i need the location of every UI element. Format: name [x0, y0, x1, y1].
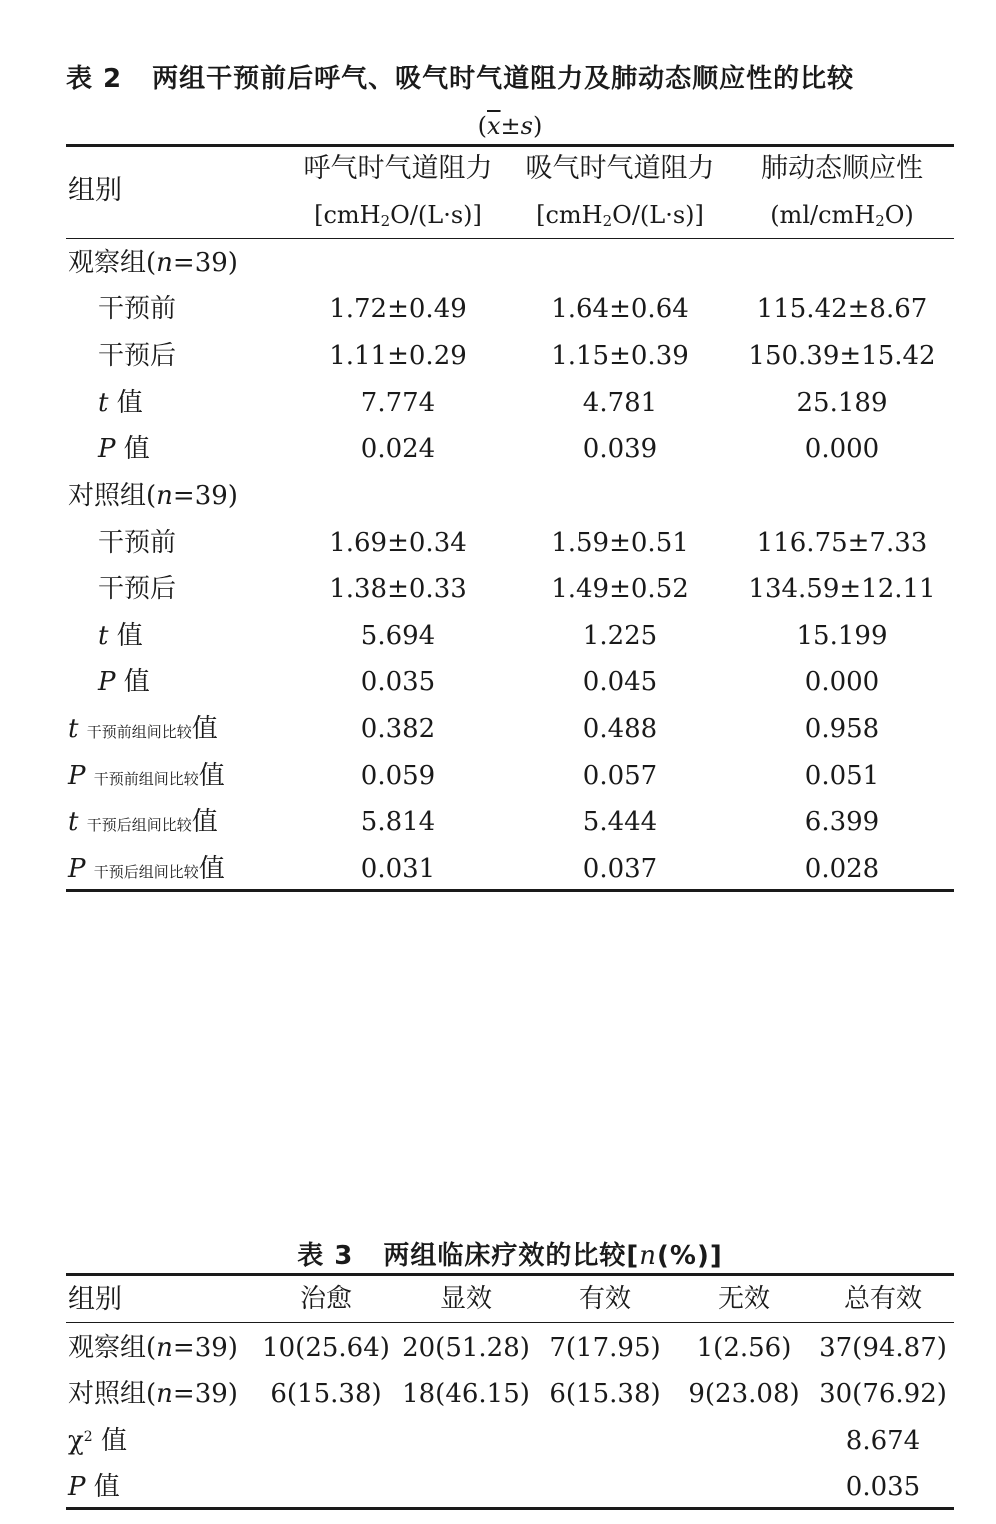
table2-bottom-rule	[66, 889, 954, 892]
stat-mean-symbol: $\overline{x}$	[487, 112, 501, 140]
table3-cell: 7(17.95)	[549, 1333, 661, 1363]
table2-cell: 0.031	[360, 854, 436, 884]
table3-header: 治愈	[299, 1284, 353, 1314]
table3-header: 总有效	[843, 1284, 923, 1314]
table2-cell: 0.051	[804, 761, 880, 791]
table2-cell: 1.69±0.34	[329, 528, 467, 558]
table2-header-col1-unit: [cmH$_2$O/(L·s)]	[314, 201, 482, 230]
table2-cell: 1.11±0.29	[329, 341, 467, 371]
table2-number: 表 2	[66, 64, 123, 94]
table2-cell: 0.057	[582, 761, 658, 791]
table3-p-label: P 值	[68, 1472, 120, 1502]
table2-cell: 0.024	[360, 434, 436, 464]
table2-cell: 0.039	[582, 434, 658, 464]
table2-cell: 116.75±7.33	[756, 528, 928, 558]
table3-title: 两组临床疗效的比较[	[383, 1241, 640, 1271]
table2-obs-group-label: 观察组(n=39)	[68, 248, 238, 278]
table3-cell: 6(15.38)	[270, 1379, 382, 1409]
table3-header-rule	[66, 1322, 954, 1323]
table2-header-rule	[66, 238, 954, 239]
table2-cell: 0.037	[582, 854, 658, 884]
table2-t-before-label: t 干预前组间比较值	[68, 714, 218, 744]
table2-cell: 4.781	[582, 388, 658, 418]
table2-cell: 1.59±0.51	[551, 528, 689, 558]
table3-ctl-label: 对照组(n=39)	[68, 1379, 238, 1409]
table2-header-group: 组别	[68, 175, 122, 206]
table2-ctl-p-label: P 值	[98, 667, 150, 697]
table2-cell: 0.035	[360, 667, 436, 697]
table3-cell: 6(15.38)	[549, 1379, 661, 1409]
table3-caption	[66, 1235, 954, 1272]
table2-cell: 1.38±0.33	[329, 574, 467, 604]
table3-cell: 9(23.08)	[688, 1379, 800, 1409]
table2-cell: 0.059	[360, 761, 436, 791]
table2-cell: 0.382	[360, 714, 436, 744]
table2-obs-p-label: P 值	[98, 434, 150, 464]
table2-header-col2-unit: [cmH$_2$O/(L·s)]	[536, 201, 704, 230]
table3-bottom-rule	[66, 1507, 954, 1510]
table3-header: 无效	[717, 1284, 771, 1314]
table2-cell: 0.028	[804, 854, 880, 884]
table3-cell: 10(25.64)	[262, 1333, 390, 1363]
table2-ctl-before-label: 干预前	[98, 528, 177, 558]
table2-cell: 134.59±12.11	[748, 574, 936, 604]
table2-header-col2: 吸气时气道阻力	[525, 153, 715, 184]
table2-ctl-after-label: 干预后	[98, 574, 177, 604]
table3-cell: 18(46.15)	[402, 1379, 530, 1409]
table3-header: 有效	[578, 1284, 632, 1314]
table2-cell: 0.000	[804, 434, 880, 464]
table2-cell: 0.958	[804, 714, 880, 744]
table3-cell: 1(2.56)	[696, 1333, 792, 1363]
table3-cell: 37(94.87)	[819, 1333, 947, 1363]
table2-header-col3: 肺动态顺应性	[761, 153, 923, 184]
table2-cell: 1.72±0.49	[329, 294, 467, 324]
table3-cell: 20(51.28)	[402, 1333, 530, 1363]
stat-sd-symbol: ±s	[500, 112, 533, 140]
table2-cell: 0.000	[804, 667, 880, 697]
table3-p-value: 0.035	[845, 1472, 921, 1502]
table2-t-after-label: t 干预后组间比较值	[68, 807, 218, 837]
table3-header: 显效	[439, 1284, 493, 1314]
table2-cell: 0.045	[582, 667, 658, 697]
table2-stat-note: $(\overline{x}\pm s)$	[477, 112, 543, 140]
table2-obs-after-label: 干预后	[98, 341, 177, 371]
table3-title-n: n	[639, 1241, 658, 1271]
table2-obs-before-label: 干预前	[98, 294, 177, 324]
table2-cell: 7.774	[360, 388, 436, 418]
table2-top-rule	[66, 144, 954, 147]
table3-chi-label: $\chi^2$ 值	[68, 1426, 127, 1456]
table2-cell: 5.814	[360, 807, 436, 837]
table2-cell: 1.64±0.64	[551, 294, 689, 324]
table2-caption	[66, 58, 954, 95]
table2-cell: 5.444	[582, 807, 658, 837]
table2-cell: 5.694	[360, 621, 436, 651]
table2-header-col3-unit: (ml/cmH$_2$O)	[770, 201, 914, 230]
table2-cell: 115.42±8.67	[756, 294, 928, 324]
table2-cell: 25.189	[796, 388, 888, 418]
table2-cell: 6.399	[804, 807, 880, 837]
table2-header-col1: 呼气时气道阻力	[303, 153, 493, 184]
table2-cell: 1.15±0.39	[551, 341, 689, 371]
table2-cell: 150.39±15.42	[748, 341, 936, 371]
table2-cell: 1.225	[582, 621, 658, 651]
table3-header-group: 组别	[68, 1284, 122, 1315]
table2-ctl-group-label: 对照组(n=39)	[68, 481, 238, 511]
table2-obs-t-label: t 值	[98, 388, 143, 418]
table2-p-after-label: P 干预后组间比较值	[68, 854, 225, 884]
table2-cell: 1.49±0.52	[551, 574, 689, 604]
table3-obs-label: 观察组(n=39)	[68, 1333, 238, 1363]
table2-p-before-label: P 干预前组间比较值	[68, 761, 225, 791]
table2-title: 两组干预前后呼气、吸气时气道阻力及肺动态顺应性的比较	[152, 64, 855, 94]
table3-number: 表 3	[297, 1241, 354, 1271]
table2-cell: 15.199	[796, 621, 888, 651]
table3-chi-value: 8.674	[845, 1426, 921, 1456]
table3-top-rule	[66, 1273, 954, 1276]
table2-cell: 0.488	[582, 714, 658, 744]
table2-ctl-t-label: t 值	[98, 621, 143, 651]
table3-cell: 30(76.92)	[819, 1379, 947, 1409]
table3-title-end: (%)]	[657, 1241, 723, 1271]
